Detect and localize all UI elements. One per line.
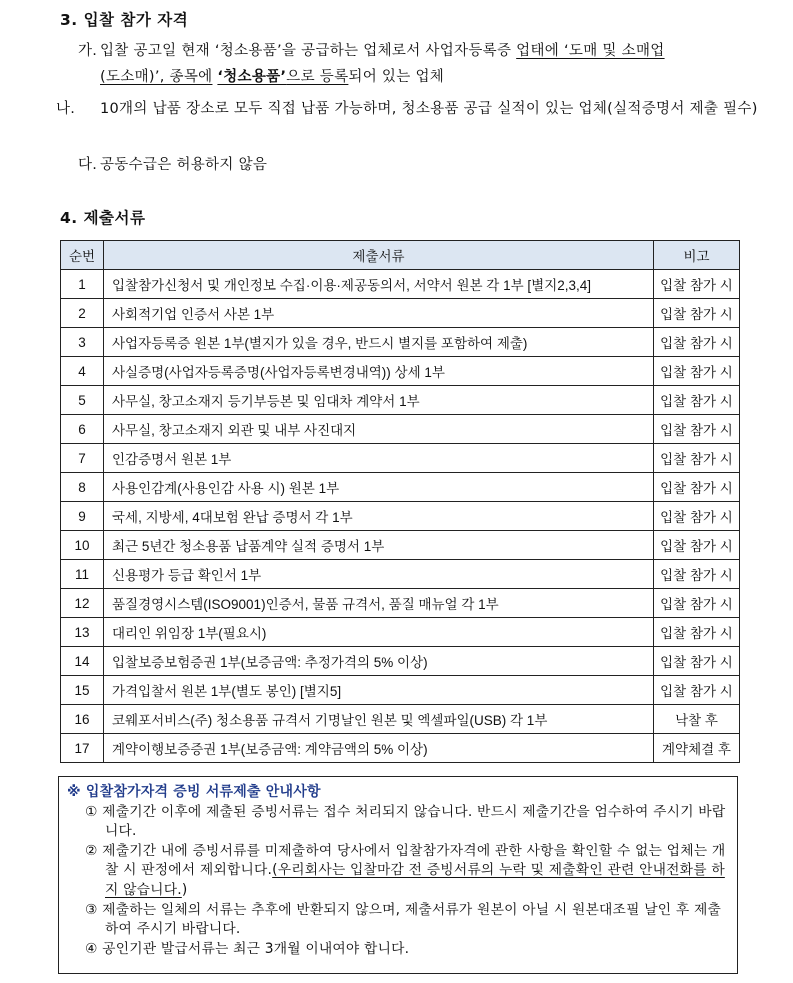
row-number: 9	[61, 502, 104, 531]
document-name: 사무실, 창고소재지 외관 및 내부 사진대지	[104, 415, 654, 444]
row-note: 입찰 참가 시	[654, 502, 740, 531]
row-number: 6	[61, 415, 104, 444]
item-label: 가.	[78, 43, 98, 59]
row-note: 입찰 참가 시	[654, 618, 740, 647]
document-name: 코웨포서비스(주) 청소용품 규격서 기명날인 원본 및 엑셀파일(USB) 각 1부	[104, 705, 654, 734]
item-text-plain: 입찰 공고일 현재 ‘청소용품’을 공급하는 업체로서 사업자등록증	[100, 43, 517, 59]
circled-number-1-icon: ①	[85, 803, 98, 820]
row-note: 입찰 참가 시	[654, 357, 740, 386]
header-note: 비고	[654, 241, 740, 270]
notice-text: 제출하는 일체의 서류는 추후에 반환되지 않으며, 제출서류가 원본이 아닐 시 원본대조필 날인 후 제출하여 주시기 바랍니다.	[102, 901, 722, 938]
row-number: 17	[61, 734, 104, 763]
row-number: 16	[61, 705, 104, 734]
notice-item-4	[79, 940, 729, 960]
row-note: 입찰 참가 시	[654, 328, 740, 357]
table-row	[61, 415, 740, 444]
table-row	[61, 386, 740, 415]
notice-text: 공인기관 발급서류는 최근 3개월 이내여야 합니다.	[102, 940, 410, 957]
row-note: 입찰 참가 시	[654, 676, 740, 705]
row-note: 입찰 참가 시	[654, 589, 740, 618]
row-note: 입찰 참가 시	[654, 560, 740, 589]
table-row	[61, 270, 740, 299]
row-note: 입찰 참가 시	[654, 531, 740, 560]
item-text-underlined-bold: ‘청소용품’	[217, 69, 287, 85]
row-note: 입찰 참가 시	[654, 444, 740, 473]
notice-text: 제출기간 이후에 제출된 증빙서류는 접수 처리되지 않습니다. 반드시 제출기간을 엄수하여 주시기 바랍니다.	[102, 803, 726, 840]
document-name: 입찰보증보험증권 1부(보증금액: 추정가격의 5% 이상)	[104, 647, 654, 676]
document-name: 최근 5년간 청소용품 납품계약 실적 증명서 1부	[104, 531, 654, 560]
document-name: 인감증명서 원본 1부	[104, 444, 654, 473]
document-name: 사무실, 창고소재지 등기부등본 및 임대차 계약서 1부	[104, 386, 654, 415]
item-text-underlined: 업태에 ‘도매 및 소매업	[516, 43, 665, 59]
document-name: 입찰참가신청서 및 개인정보 수집·이용·제공동의서, 서약서 원본 각 1부 [별지2,3,4]	[104, 270, 654, 299]
item-text-underlined: 으로 등록	[286, 69, 349, 85]
document-name: 품질경영시스템(ISO9001)인증서, 물품 규격서, 품질 매뉴얼 각 1부	[104, 589, 654, 618]
qualification-item-ga	[78, 38, 743, 90]
table-row	[61, 560, 740, 589]
row-number: 14	[61, 647, 104, 676]
row-number: 3	[61, 328, 104, 357]
row-number: 10	[61, 531, 104, 560]
header-document: 제출서류	[104, 241, 654, 270]
table-row	[61, 647, 740, 676]
document-name: 국세, 지방세, 4대보험 완납 증명서 각 1부	[104, 502, 654, 531]
item-label: 다.	[78, 157, 98, 173]
section-4-title: 4. 제출서류	[60, 209, 146, 227]
row-number: 1	[61, 270, 104, 299]
row-number: 2	[61, 299, 104, 328]
table-row	[61, 444, 740, 473]
table-row	[61, 299, 740, 328]
item-text: 10개의 납품 장소로 모두 직접 납품 가능하며, 청소용품 공급 실적이 있는 업체(실적증명서 제출 필수)	[100, 101, 758, 117]
item-text-plain: 되어 있는 업체	[348, 69, 445, 85]
circled-number-3-icon: ③	[85, 901, 98, 918]
table-row	[61, 531, 740, 560]
table-row	[61, 676, 740, 705]
document-name: 계약이행보증증권 1부(보증금액: 계약금액의 5% 이상)	[104, 734, 654, 763]
row-note: 입찰 참가 시	[654, 473, 740, 502]
row-note: 입찰 참가 시	[654, 270, 740, 299]
section-3-title: 3. 입찰 참가 자격	[60, 11, 189, 29]
notice-item-1	[79, 803, 729, 842]
row-note: 입찰 참가 시	[654, 415, 740, 444]
document-name: 사업자등록증 원본 1부(별지가 있을 경우, 반드시 별지를 포함하여 제출)	[104, 328, 654, 357]
documents-table	[60, 240, 740, 763]
notice-text: 제출기간 내에 증빙서류를 미제출하여 당사에서 입찰참가자격에 관한 사항을 확인할 수 없는 업체는 개찰 시 판정에서 제외합니다.	[102, 842, 726, 879]
header-no: 순번	[61, 241, 104, 270]
qualification-item-da	[78, 152, 743, 178]
row-number: 15	[61, 676, 104, 705]
row-number: 5	[61, 386, 104, 415]
table-row	[61, 473, 740, 502]
document-name: 사용인감계(사용인감 사용 시) 원본 1부	[104, 473, 654, 502]
row-number: 4	[61, 357, 104, 386]
document-name: 신용평가 등급 확인서 1부	[104, 560, 654, 589]
row-number: 12	[61, 589, 104, 618]
row-number: 7	[61, 444, 104, 473]
item-text-underlined: (도소매)’, 종목에	[100, 69, 213, 85]
row-number: 13	[61, 618, 104, 647]
table-header-row	[61, 241, 740, 270]
row-note: 낙찰 후	[654, 705, 740, 734]
row-note: 입찰 참가 시	[654, 386, 740, 415]
row-number: 11	[61, 560, 104, 589]
item-label: 나.	[56, 101, 76, 117]
table-row	[61, 328, 740, 357]
row-number: 8	[61, 473, 104, 502]
table-row	[61, 618, 740, 647]
document-name: 가격입찰서 원본 1부(별도 봉인) [별지5]	[104, 676, 654, 705]
table-row	[61, 502, 740, 531]
row-note: 입찰 참가 시	[654, 647, 740, 676]
row-note: 계약체결 후	[654, 734, 740, 763]
notice-item-2	[79, 842, 729, 901]
notice-title: ※ 입찰참가자격 증빙 서류제출 안내사항	[67, 784, 321, 800]
document-name: 사실증명(사업자등록증명(사업자등록변경내역)) 상세 1부	[104, 357, 654, 386]
table-row	[61, 734, 740, 763]
notice-item-3	[79, 901, 729, 940]
document-name: 사회적기업 인증서 사본 1부	[104, 299, 654, 328]
table-row	[61, 357, 740, 386]
circled-number-2-icon: ②	[85, 842, 98, 859]
item-text: 공동수급은 허용하지 않음	[100, 157, 268, 173]
qualification-item-na	[56, 96, 765, 122]
table-row	[61, 705, 740, 734]
notice-box	[58, 776, 738, 974]
row-note: 입찰 참가 시	[654, 299, 740, 328]
notice-text-underlined: (우리회사는 입찰마감 전 증빙서류의 누락 및 제출확인 관련 안내전화를 하지 않습니다.	[105, 862, 725, 898]
table-row	[61, 589, 740, 618]
circled-number-4-icon: ④	[85, 940, 98, 957]
document-name: 대리인 위임장 1부(필요시)	[104, 618, 654, 647]
notice-text: )	[181, 881, 188, 898]
